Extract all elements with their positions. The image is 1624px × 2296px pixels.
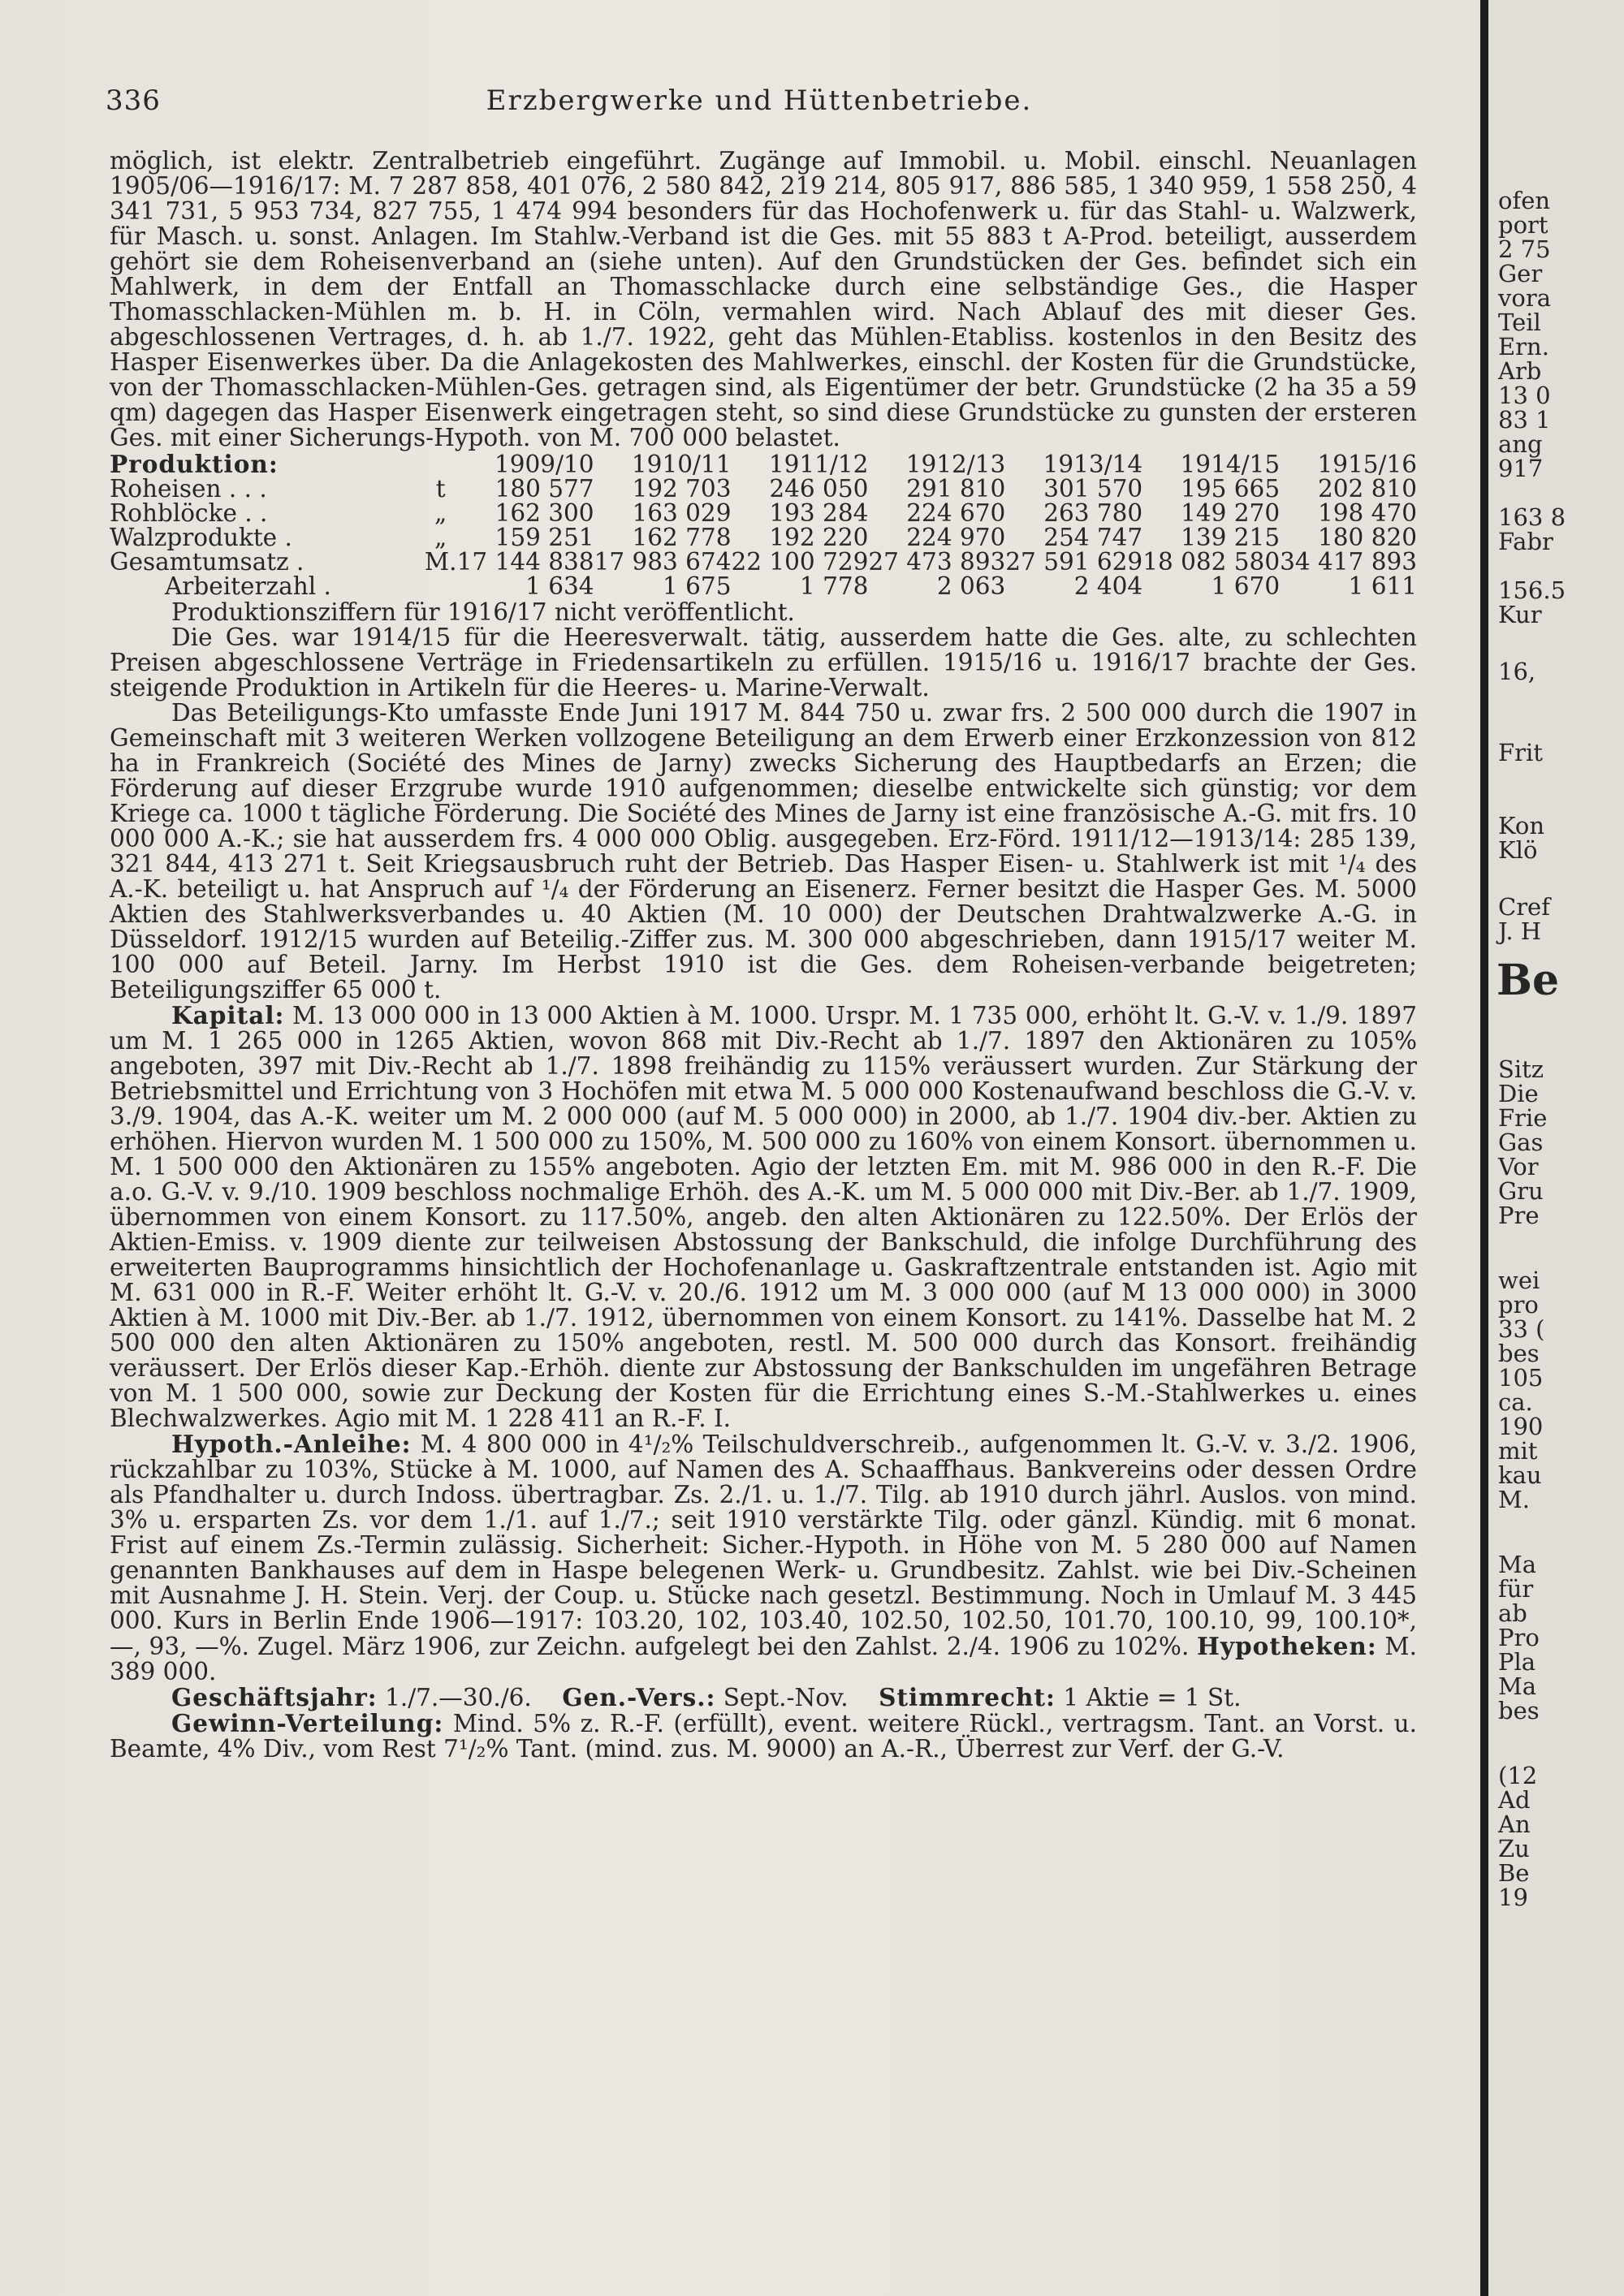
table-cell: 1 611 [1348, 572, 1417, 600]
fragment-text: Cref [1498, 893, 1550, 921]
table-row [110, 550, 1417, 574]
table-cell: 291 810 [906, 475, 1006, 503]
fragment-text: 163 8 [1498, 503, 1566, 531]
fragment-text: Ma [1498, 1672, 1536, 1700]
fragment-text: ab [1498, 1599, 1527, 1627]
gj-text: 1./7.—30./6. [377, 1684, 532, 1711]
table-cell: 193 284 [769, 499, 869, 527]
year-cell: 1914/15 [1180, 451, 1281, 478]
fragment-text: mit [1498, 1437, 1538, 1465]
fragment-text: 917 [1498, 455, 1544, 482]
production-note: Produktionsziffern für 1916/17 nicht veröffentlicht. [171, 598, 795, 626]
fragment-text: Ad [1498, 1786, 1531, 1814]
fragment-text: Die [1498, 1080, 1539, 1107]
table-row [110, 525, 1417, 550]
table-cell: 224 970 [906, 524, 1006, 551]
main-column [110, 149, 1417, 1762]
table-cell: 163 029 [632, 499, 732, 527]
fragment-heading: Be [1497, 956, 1560, 1005]
fragment-text: Ger [1498, 260, 1543, 287]
year-cell: 1912/13 [905, 451, 1006, 478]
table-cell: 17 144 838 [456, 548, 594, 576]
table-cell: 195 665 [1181, 475, 1281, 503]
row-label: Rohblöcke . . [110, 499, 268, 527]
row-unit: „ [434, 499, 447, 527]
fragment-text: für [1498, 1575, 1534, 1603]
hypotheken-label: Hypotheken: [1197, 1632, 1377, 1660]
kapital-label: Kapital: [171, 1001, 285, 1029]
fragment-text: Teil [1498, 309, 1541, 336]
table-cell: 1 675 [663, 572, 732, 600]
fragment-text: Kon [1498, 812, 1545, 839]
row-label: Roheisen . . . [110, 475, 267, 503]
stimmrecht-text: 1 Aktie = 1 St. [1055, 1684, 1242, 1711]
table-cell: 34 417 893 [1280, 548, 1417, 576]
fragment-text: Arb [1498, 357, 1542, 385]
table-cell: 162 300 [495, 499, 594, 527]
fragment-text: Vor [1498, 1153, 1539, 1180]
row-label: Arbeiterzahl . [165, 572, 331, 600]
gewinn-text: Mind. 5% z. R.-F. (erfüllt), event. weitere Rückl., vertragsm. Tant. an Vorst. u. Beamte, 4% Div., vom Rest 7¹/₂% Tant. (mind. zus. M. 9000) an A.-R., Überrest zur Verf. der G.-V. [110, 1710, 1417, 1763]
table-cell: 263 780 [1043, 499, 1143, 527]
fragment-text: Sitz [1498, 1055, 1544, 1083]
fragment-text: M. [1498, 1486, 1530, 1513]
gewinn-label: Gewinn-Verteilung: [171, 1709, 444, 1737]
production-heading: Produktion: [110, 450, 279, 478]
hypoth-label: Hypoth.-Anleihe: [171, 1430, 412, 1458]
fragment-text: ang [1498, 430, 1543, 458]
table-cell: 192 220 [769, 524, 869, 551]
fragment-text: Klö [1498, 836, 1538, 864]
row-label: Gesamtumsatz . [110, 548, 304, 576]
table-cell: 17 983 674 [594, 548, 732, 576]
fragment-text: An [1498, 1810, 1531, 1838]
fragment-text: kau [1498, 1461, 1542, 1489]
fragment-text: 83 1 [1498, 406, 1551, 434]
fragment-text: vora [1498, 284, 1551, 312]
fragment-text: 2 75 [1498, 235, 1551, 263]
table-cell: 301 570 [1043, 475, 1143, 503]
fragment-text: 19 [1498, 1884, 1528, 1911]
hypoth-paragraph [110, 1431, 1417, 1685]
table-cell: 27 591 629 [1005, 548, 1143, 576]
fragment-text: wei [1498, 1267, 1540, 1294]
fragment-text: Ma [1498, 1551, 1536, 1578]
table-cell: 159 251 [495, 524, 594, 551]
table-cell: 27 473 893 [868, 548, 1006, 576]
fragment-text: bes [1498, 1697, 1540, 1724]
gj-label: Geschäftsjahr: [171, 1683, 378, 1711]
fragment-text: Fabr [1498, 528, 1553, 555]
table-cell: 162 778 [632, 524, 732, 551]
table-cell: 1 634 [525, 572, 594, 600]
row-unit: M. [424, 548, 457, 576]
fragment-text: 156.5 [1498, 576, 1566, 604]
fragment-text: Gas [1498, 1129, 1544, 1156]
fragment-text: 16, [1498, 658, 1536, 685]
fragment-text: Frie [1498, 1104, 1548, 1132]
fragment-text: Pro [1498, 1624, 1540, 1651]
table-cell: 180 820 [1318, 524, 1417, 551]
stimmrecht-label: Stimmrecht: [879, 1683, 1056, 1711]
fragment-text: port [1498, 211, 1548, 239]
geschaeftsjahr-paragraph [110, 1685, 1417, 1711]
fragment-text: Be [1498, 1859, 1530, 1887]
fragment-text: ca. [1498, 1388, 1533, 1416]
kapital-text: M. 13 000 000 in 13 000 Aktien à M. 1000. Urspr. M. 1 735 000, erhöht lt. G.-V. v. 1./9. 1897 um M. 1 265 000 in 1265 Aktien, wovon 868 mit Div.-Recht ab 1./7. 1897 den Aktionären zu 105% angeboten, 397 mit Div.-Recht ab 1./7. 1898 freihändig zu 115% veräussert wurden. Zur Stärkung der Betriebsmittel und Errichtung von 3 Hochöfen mit etwa M. 5 000 000 Kostenaufwand beschloss die G.-V. v. 3./9. 1904, das A.-K. weiter um M. 2 000 000 (auf M. 5 000 000) in 2000, ab 1./7. 1904 div.-ber. Aktien zu erhöhen. Hiervon wurden M. 1 500 000 zu 150%, M. 500 000 zu 160% von einem Konsort. übernommen u. M. 1 500 000 den Aktionären zu 155% angeboten. Agio der letzten Em. mit M. 986 000 in den R.-F. Die a.o. G.-V. v. 9./10. 1909 beschloss nochmalige Erhöh. des A.-K. um M. 5 000 000 mit Div.-Ber. ab 1./7. 1909, übernommen von einem Konsort. zu 117.50%, angeb. den alten Aktionären zu 122.50%. Der Erlös der Aktien-Emiss. v. 1909 diente zur teilweisen Abstossung der Bankschuld, die infolge Durchführung des erweiterten Bauprogramms hinsichtlich der Hochofenanlage u. Gaskraftzentrale entstanden ist. Agio mit M. 631 000 in R.-F. Weiter erhöht lt. G.-V. v. 20./6. 1912 um M. 3 000 000 (auf M 13 000 000) in 3000 Aktien à M. 1000 mit Div.-Ber. ab 1./7. 1912, übernommen von einem Konsort. zu 141%. Dasselbe hat M. 2 500 000 den alten Aktionären zu 150% angeboten, restl. M. 500 000 durch das Konsort. freihändig veräussert. Der Erlös dieser Kap.-Erhöh. diente zur Abstossung der Bankschulden im ungefähren Betrage von M. 1 500 000, sowie zur Deckung der Kosten für die Errichtung eines S.-M.-Stahlwerkes u. eines Blechwalzwerkes. Agio mit M. 1 228 411 an R.-F. I. [110, 1002, 1417, 1432]
fragment-text: Kur [1498, 601, 1542, 628]
table-cell: 224 670 [906, 499, 1006, 527]
page-gutter-divider [1480, 0, 1488, 2296]
page-number: 336 [106, 84, 161, 117]
fragment-text: J. H [1498, 917, 1542, 945]
fragment-text: Pre [1498, 1202, 1540, 1229]
table-cell: 180 577 [495, 475, 594, 503]
table-row [110, 501, 1417, 525]
hypoth-text: M. 4 800 000 in 4¹/₂% Teilschuldverschreib., aufgenommen lt. G.-V. v. 3./2. 1906, rückzahlbar zu 103%, Stücke à M. 1000, auf Namen des A. Schaaffhaus. Bankvereins oder dessen Ordre als Pfandhalter u. durch Indoss. übertragbar. Zs. 2./1. u. 1./7. Tilg. ab 1910 durch jährl. Auslos. von mind. 3% u. ersparten Zs. vor dem 1./1. auf 1./7.; seit 1910 verstärkte Tilg. oder gänzl. Kündig. mit 6 monat. Frist auf einem Zs.-Termin zulässig. Sicherheit: Sicher.-Hypoth. in Höhe von M. 5 280 000 auf Namen genannten Bankhauses auf dem in Haspe belegenen Werk- u. Grundbesitz. Zahlst. wie bei Div.-Scheinen mit Ausnahme J. H. Stein. Verj. der Coup. u. Stücke nach gesetzl. Bestimmung. Noch in Umlauf M. 3 445 000. Kurs in Berlin Ende 1906—1917: 103.20, 102, 103.40, 102.50, 102.50, 101.70, 100.10, 99, 100.10*, —, 93, —%. Zugel. März 1906, zur Zeichn. aufgelegt bei den Zahlst. 2./4. 1906 zu 102%. [110, 1431, 1417, 1660]
table-cell: 1 778 [799, 572, 869, 600]
table-cell: 1 670 [1211, 572, 1281, 600]
row-label: Walzprodukte . [110, 524, 292, 551]
year-cell: 1910/11 [631, 451, 732, 478]
fragment-text: Gru [1498, 1177, 1544, 1205]
fragment-text: 105 [1498, 1364, 1544, 1392]
year-cell: 1915/16 [1317, 451, 1417, 478]
running-title: Erzbergwerke und Hüttenbetriebe. [486, 84, 1033, 117]
hypotheken-text: M. 389 000. [110, 1633, 1417, 1685]
fragment-text: bes [1498, 1340, 1540, 1367]
fragment-text: Ern. [1498, 333, 1549, 360]
table-cell: 22 100 729 [731, 548, 869, 576]
fragment-text: 190 [1498, 1413, 1544, 1440]
kapital-paragraph [110, 1003, 1417, 1431]
year-cell: 1911/12 [768, 451, 869, 478]
ges-paragraph: Die Ges. war 1914/15 für die Heeresverwalt. tätig, ausserdem hatte die Ges. alte, zu schlechten Preisen abgeschlossene Verträge in Friedensartikeln zu erfüllen. 1915/16 u. 1916/17 brachte der Ges. steigende Produktion in Artikeln für die Heeres- u. Marine-Verwalt. [110, 624, 1417, 701]
gv-text: Sept.-Nov. [715, 1684, 849, 1711]
table-cell: 18 082 580 [1142, 548, 1281, 576]
intro-paragraph: möglich, ist elektr. Zentralbetrieb eingeführt. Zugänge auf Immobil. u. Mobil. einschl. Neuanlagen 1905/06—1916/17: M. 7 287 858, 401 076, 2 580 842, 219 214, 805 917, 886 585, 1 340 959, 1 558 250, 4 341 731, 5 953 734, 827 755, 1 474 994 besonders für das Hochofenwerk u. für das Stahl- u. Walzwerk, für Masch. u. sonst. Anlagen. Im Stahlw.-Verband ist die Ges. mit 55 883 t A-Prod. beteiligt, ausserdem gehört sie dem Roheisenverband an (siehe unten). Auf den Grundstücken der Ges. befindet sich ein Mahlwerk, in dem der Entfall an Thomasschlacke durch eine selbständige Ges., die Hasper Thomasschlacken-Mühlen m. b. H. in Cöln, vermahlen wird. Nach Ablauf des mit dieser Ges. abgeschlossenen Vertrages, d. h. ab 1./7. 1922, geht das Mühlen-Etabliss. kostenlos in den Besitz des Hasper Eisenwerkes über. Da die Anlagekosten des Mahlwerkes, einschl. der Kosten für die Grundstücke, von der Thomasschlacken-Mühlen-Ges. getragen sind, als Eigentümer der betr. Grundstücke (2 ha 35 a 59 qm) dagegen das Hasper Eisenwerk eingetragen steht, so sind diese Grundstücke zu gunsten der ersteren Ges. mit einer Sicherungs-Hypoth. von M. 700 000 belastet. [110, 147, 1417, 451]
gewinn-paragraph [110, 1711, 1417, 1762]
table-row [110, 477, 1417, 501]
fragment-text: pro [1498, 1291, 1539, 1318]
fragment-text: 13 0 [1498, 382, 1551, 409]
table-cell: 202 810 [1318, 475, 1417, 503]
fragment-text: Frit [1498, 739, 1543, 766]
fragment-text: Zu [1498, 1835, 1530, 1862]
table-cell: 149 270 [1181, 499, 1281, 527]
row-unit: t [435, 475, 446, 503]
table-cell: 254 747 [1043, 524, 1143, 551]
page-header [106, 75, 1413, 123]
fragment-text: 33 ( [1498, 1315, 1545, 1343]
table-cell: 139 215 [1181, 524, 1281, 551]
row-unit: „ [434, 524, 447, 551]
production-header-row [110, 452, 1417, 477]
production-table [110, 452, 1417, 598]
gv-label: Gen.-Vers.: [562, 1683, 716, 1711]
row-unit [425, 574, 457, 598]
table-cell: 192 703 [632, 475, 732, 503]
adjacent-page-fragment [1488, 0, 1624, 2296]
table-cell: 2 063 [936, 572, 1006, 600]
fragment-text: ofen [1498, 187, 1551, 214]
beteiligung-paragraph: Das Beteiligungs-Kto umfasste Ende Juni 1917 M. 844 750 u. zwar frs. 2 500 000 durch die 1907 in Gemeinschaft mit 3 weiteren Werken vollzogene Beteiligung an dem Erwerb einer Erzkonzession von 812 ha in Frankreich (Société des Mines de Jarny) zwecks Sicherung des Hauptbedarfs an Erzen; die Förderung auf dieser Erzgrube wurde 1910 aufgenommen; dieselbe entwickelte sich günstig; vor dem Kriege ca. 1000 t tägliche Förderung. Die Société des Mines de Jarny ist eine französische A.-G. mit frs. 10 000 000 A.-K.; sie hat ausserdem frs. 4 000 000 Oblig. ausgegeben. Erz-Förd. 1911/12—1913/14: 285 139, 321 844, 413 271 t. Seit Kriegsausbruch ruht der Betrieb. Das Hasper Eisen- u. Stahlwerk ist mit ¹/₄ des A.-K. beteiligt u. hat Anspruch auf ¹/₄ der Förderung an Eisenerz. Ferner besitzt die Hasper Ges. M. 5000 Aktien des Stahlwerksverbandes u. 40 Aktien (M. 10 000) der Deutschen Drahtwalzwerke A.-G. in Düsseldorf. 1912/15 wurden auf Beteilig.-Ziffer zus. M. 300 000 abgeschrieben, dann 1915/17 weiter M. 100 000 auf Beteil. Jarny. Im Herbst 1910 ist die Ges. dem Roheisen-verbande beigetreten; Beteiligungsziffer 65 000 t. [110, 699, 1417, 1003]
year-cell: 1909/10 [495, 451, 594, 478]
fragment-text: (12 [1498, 1762, 1538, 1789]
table-cell: 2 404 [1073, 572, 1143, 600]
table-cell: 198 470 [1318, 499, 1417, 527]
fragment-text: Pla [1498, 1648, 1536, 1676]
year-cell: 1913/14 [1043, 451, 1143, 478]
table-cell: 246 050 [769, 475, 869, 503]
table-row [110, 574, 1417, 598]
